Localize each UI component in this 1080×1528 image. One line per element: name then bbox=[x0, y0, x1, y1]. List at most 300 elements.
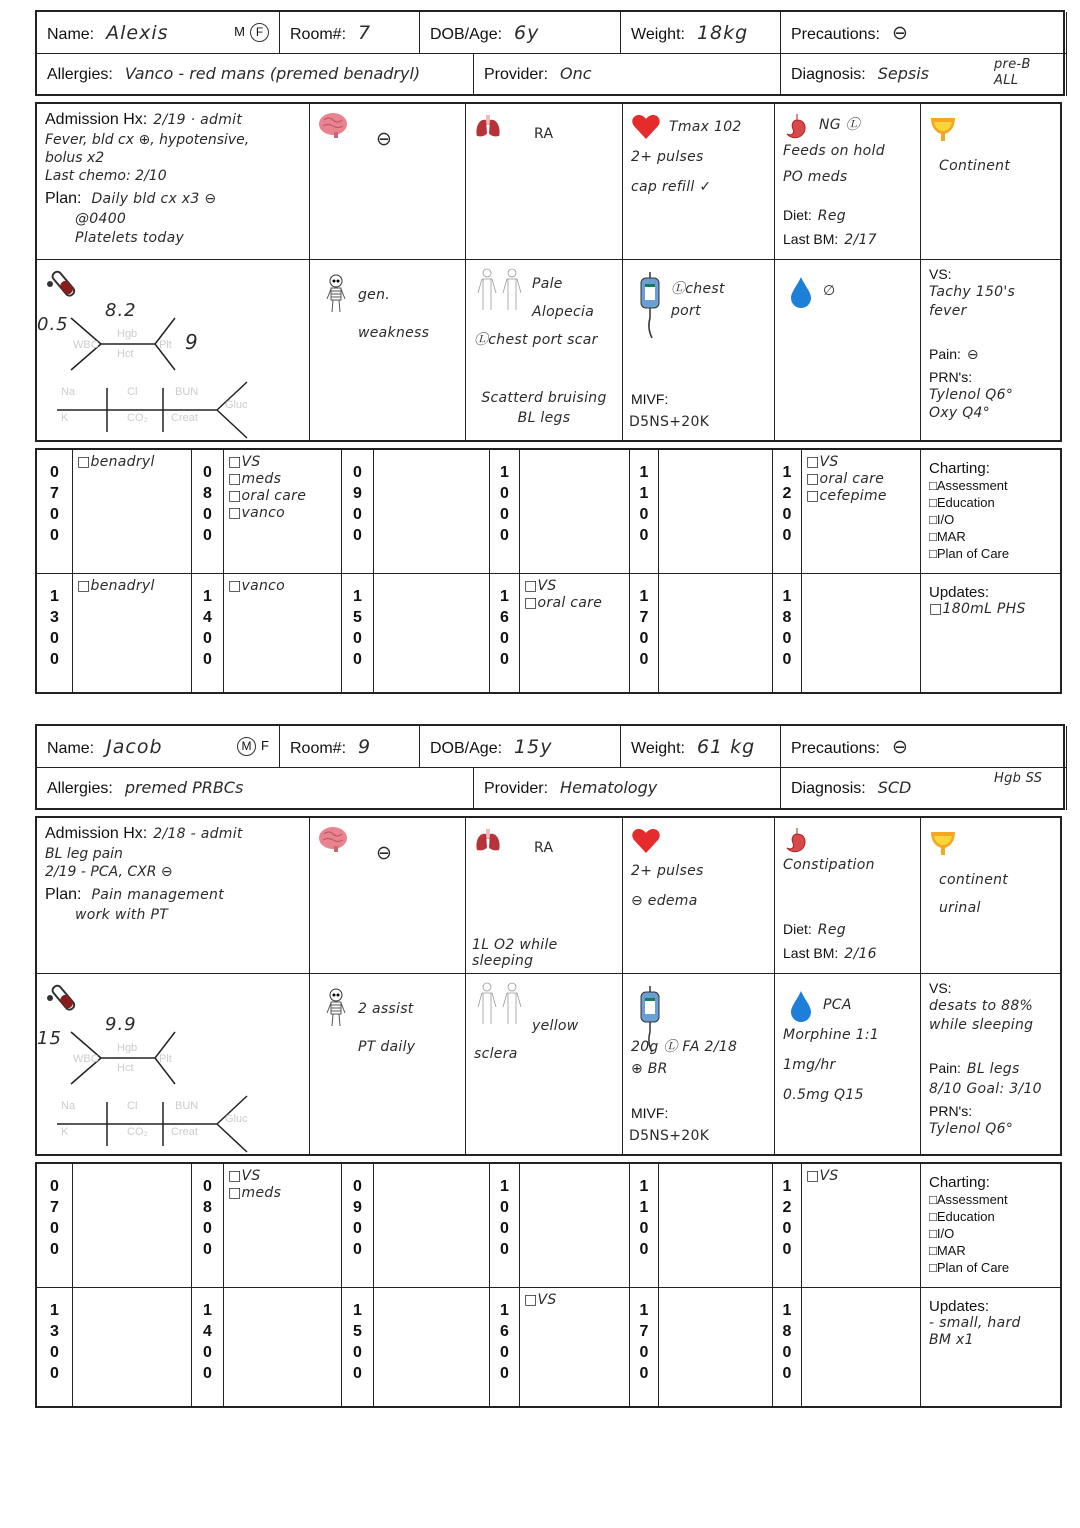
time-digit: 1 bbox=[782, 1178, 792, 1195]
task-checkbox[interactable]: □VS bbox=[524, 578, 557, 594]
patient-header bbox=[35, 724, 1065, 810]
charting-item[interactable]: □Assessment bbox=[929, 1192, 1008, 1207]
pain-value: BL legs 8/10 Goal: 3/10 bbox=[929, 1061, 1042, 1097]
time-digit: 0 bbox=[500, 506, 509, 523]
icon-spacer bbox=[783, 990, 823, 1018]
icon-spacer bbox=[324, 990, 358, 1034]
admission-hx-notes bbox=[45, 131, 301, 185]
time-digit: 1 bbox=[782, 464, 792, 481]
time-slot bbox=[342, 574, 374, 694]
task-checkbox[interactable]: □oral care bbox=[806, 471, 885, 487]
time-digit: 7 bbox=[50, 485, 59, 502]
time-digit: 0 bbox=[500, 1241, 509, 1258]
updates-notes-line: BM x1 bbox=[929, 1332, 974, 1348]
task-checkbox[interactable]: □meds bbox=[228, 471, 282, 487]
provider-label: Provider: bbox=[484, 66, 549, 83]
hour-notes[interactable] bbox=[520, 574, 630, 694]
precautions-label: Precautions: bbox=[791, 26, 880, 43]
time-digit: 1 bbox=[203, 1302, 212, 1319]
diet-value: Reg bbox=[817, 208, 846, 224]
plan-notes bbox=[45, 906, 301, 925]
patient-card bbox=[35, 10, 1065, 700]
time-digit: 1 bbox=[639, 485, 649, 502]
header-field-diagnosis bbox=[781, 768, 1067, 810]
hour-notes[interactable] bbox=[520, 1164, 630, 1288]
hour-notes[interactable] bbox=[659, 574, 773, 694]
time-digit: 0 bbox=[500, 1220, 509, 1237]
name-label: Name: bbox=[47, 740, 95, 757]
pain-value: ⊖ bbox=[966, 347, 979, 363]
admission-hx bbox=[45, 824, 301, 845]
task-checkbox[interactable]: □VS bbox=[228, 1168, 261, 1184]
time-digit: 7 bbox=[639, 609, 649, 626]
header-field-weight bbox=[621, 726, 781, 768]
charting-item[interactable]: □MAR bbox=[929, 529, 966, 544]
lab-label-wbc: WBC bbox=[73, 1053, 99, 1065]
time-digit: 0 bbox=[500, 485, 509, 502]
gi-notes-line: Constipation bbox=[783, 857, 875, 873]
lab-label-bun: BUN bbox=[175, 1100, 199, 1112]
time-digit: 0 bbox=[203, 1365, 212, 1382]
diet-label: Diet: bbox=[783, 207, 812, 223]
time-digit: 0 bbox=[50, 1220, 59, 1237]
time-digit: 0 bbox=[50, 630, 59, 647]
provider-value: Onc bbox=[560, 64, 592, 83]
time-digit: 0 bbox=[203, 1220, 212, 1237]
admission-hx-notes-line: bolus x2 bbox=[45, 150, 105, 166]
icon-spacer bbox=[631, 826, 669, 852]
pain bbox=[929, 1059, 1054, 1099]
name-value: Alexis bbox=[106, 22, 169, 44]
time-digit: 0 bbox=[353, 651, 362, 668]
time-digit: 0 bbox=[50, 1344, 59, 1361]
assessment-grid bbox=[35, 102, 1062, 442]
time-digit: 0 bbox=[353, 506, 362, 523]
cardio-cell bbox=[623, 104, 775, 260]
time-digit: 0 bbox=[782, 1220, 792, 1237]
skin-notes bbox=[474, 984, 616, 1068]
bladder-icon bbox=[929, 826, 957, 861]
room-value: 7 bbox=[358, 22, 372, 44]
time-digit: 0 bbox=[782, 1365, 792, 1382]
task-checkbox[interactable]: □VS bbox=[524, 1292, 557, 1308]
dob-value: 15y bbox=[514, 736, 553, 758]
charting-item[interactable]: □Plan of Care bbox=[929, 1260, 1010, 1275]
hour-notes[interactable] bbox=[224, 450, 342, 574]
hour-notes[interactable] bbox=[374, 1288, 490, 1408]
hour-notes[interactable] bbox=[802, 1164, 921, 1288]
time-slot bbox=[773, 450, 802, 574]
gi-notes-line: PO meds bbox=[783, 169, 848, 185]
plan bbox=[45, 189, 301, 210]
vs-label: VS: bbox=[929, 266, 952, 282]
time-digit: 1 bbox=[203, 588, 212, 605]
header-field-diagnosis bbox=[781, 54, 1067, 96]
time-slot bbox=[630, 574, 659, 694]
task-checkbox[interactable]: □vanco bbox=[228, 505, 286, 521]
admission-hx-date: 2/19 · admit bbox=[153, 112, 243, 128]
task-checkbox[interactable]: □meds bbox=[228, 1185, 282, 1201]
plan-label: Plan: bbox=[45, 190, 82, 207]
cardio-notes-line: ⊖ edema bbox=[631, 893, 698, 909]
time-digit: 7 bbox=[639, 1323, 649, 1340]
admission-hx-cell bbox=[37, 104, 310, 260]
sex-option-m[interactable]: M bbox=[234, 24, 245, 39]
charting-item[interactable]: □Plan of Care bbox=[929, 546, 1010, 561]
admission-hx-notes-line: 2/19 - PCA, CXR ⊖ bbox=[45, 864, 173, 880]
skin-notes bbox=[474, 270, 616, 354]
header-field-weight bbox=[621, 12, 781, 54]
vitals-cell bbox=[921, 260, 1062, 442]
header-field-dob bbox=[420, 12, 621, 54]
neuro-cell bbox=[310, 818, 466, 974]
time-digit: 0 bbox=[203, 1241, 212, 1258]
time-digit: 8 bbox=[203, 1199, 212, 1216]
sex-option-f[interactable]: F bbox=[261, 738, 269, 753]
hour-notes[interactable] bbox=[802, 450, 921, 574]
header-field-provider bbox=[474, 54, 781, 96]
hourly-timeline bbox=[35, 1162, 1062, 1408]
time-slot bbox=[342, 1288, 374, 1408]
charting-label: Charting: bbox=[929, 460, 990, 477]
task-checkbox[interactable]: □VS bbox=[806, 454, 839, 470]
hour-notes[interactable] bbox=[224, 1288, 342, 1408]
time-digit: 8 bbox=[782, 609, 792, 626]
resp-value: RA bbox=[534, 126, 554, 142]
time-digit: 4 bbox=[203, 609, 212, 626]
task-checkbox[interactable]: □benadryl bbox=[77, 454, 155, 470]
time-digit: 0 bbox=[500, 1344, 509, 1361]
time-digit: 1 bbox=[639, 464, 649, 481]
time-slot bbox=[192, 1164, 224, 1288]
time-digit: 0 bbox=[500, 527, 509, 544]
lab-label-k: K bbox=[61, 1126, 69, 1138]
iv-cell bbox=[623, 974, 775, 1156]
time-digit: 0 bbox=[50, 1365, 59, 1382]
time-digit: 0 bbox=[639, 1365, 649, 1382]
time-digit: 0 bbox=[50, 527, 59, 544]
diet bbox=[783, 206, 846, 227]
time-slot bbox=[490, 450, 520, 574]
time-digit: 0 bbox=[50, 464, 59, 481]
header-field-allergies bbox=[37, 54, 474, 96]
last-bm-label: Last BM: bbox=[783, 945, 839, 961]
skin-note bbox=[474, 388, 614, 428]
allergies-label: Allergies: bbox=[47, 66, 113, 83]
vitals-cell bbox=[921, 974, 1062, 1156]
lab-label-hct: Hct bbox=[117, 348, 134, 360]
lab-fishbone bbox=[51, 310, 261, 445]
pain-label: Pain: bbox=[929, 346, 961, 362]
patient-card bbox=[35, 724, 1065, 1414]
hour-notes[interactable] bbox=[224, 1164, 342, 1288]
icon-spacer bbox=[631, 992, 671, 1032]
charting-item[interactable]: □Education bbox=[929, 495, 995, 510]
updates-notes bbox=[929, 1315, 1054, 1349]
plan-label: Plan: bbox=[45, 886, 82, 903]
lab-wbc: 15 bbox=[37, 1028, 62, 1049]
diagnosis-note: pre-B ALL bbox=[994, 57, 1031, 88]
cardio-notes-line: 2+ pulses bbox=[631, 863, 704, 879]
hour-notes[interactable] bbox=[520, 450, 630, 574]
time-digit: 0 bbox=[50, 1178, 59, 1195]
sex-selector[interactable] bbox=[229, 23, 269, 42]
plan-notes-line: work with PT bbox=[75, 907, 169, 923]
header-field-precautions bbox=[781, 12, 1067, 54]
diagnosis-value: SCD bbox=[877, 778, 912, 797]
time-digit: 0 bbox=[639, 506, 649, 523]
pain-med-notes bbox=[783, 276, 914, 306]
time-digit: 5 bbox=[353, 1323, 362, 1340]
gu-notes-line: continent bbox=[939, 872, 1009, 888]
hourly-timeline bbox=[35, 448, 1062, 694]
mivf-label: MIVF: bbox=[631, 1105, 669, 1121]
neuro-cell bbox=[310, 104, 466, 260]
admission-hx-notes-line: Fever, bld cx ⊕, hypotensive, bbox=[45, 132, 250, 148]
time-digit: 9 bbox=[353, 1199, 362, 1216]
hour-notes[interactable] bbox=[73, 574, 192, 694]
icon-spacer bbox=[474, 984, 532, 1034]
time-digit: 1 bbox=[500, 464, 509, 481]
plan-notes bbox=[45, 210, 301, 248]
time-digit: 0 bbox=[782, 527, 792, 544]
hour-notes[interactable] bbox=[73, 1288, 192, 1408]
hour-notes[interactable] bbox=[73, 1164, 192, 1288]
admission-hx-label: Admission Hx: bbox=[45, 111, 148, 128]
last-bm-value: 2/16 bbox=[844, 946, 877, 962]
hour-notes[interactable] bbox=[659, 1164, 773, 1288]
cardio-notes bbox=[631, 112, 768, 202]
time-digit: 4 bbox=[203, 1323, 212, 1340]
cardio-notes-line: cap refill ✓ bbox=[631, 179, 712, 195]
skin-notes-line: yellow sclera bbox=[474, 1018, 579, 1062]
time-digit: 0 bbox=[639, 1220, 649, 1237]
time-digit: 0 bbox=[203, 1344, 212, 1361]
gi-notes bbox=[783, 112, 914, 190]
neuro-value: ⊖ bbox=[376, 842, 393, 864]
time-digit: 3 bbox=[50, 609, 59, 626]
skin-note-line: BL legs bbox=[517, 410, 571, 426]
respiratory-cell bbox=[466, 818, 623, 974]
hour-notes[interactable] bbox=[374, 450, 490, 574]
time-slot bbox=[192, 574, 224, 694]
name-value: Jacob bbox=[106, 736, 163, 758]
time-digit: 0 bbox=[782, 651, 792, 668]
time-digit: 0 bbox=[782, 506, 792, 523]
iv-access bbox=[631, 278, 768, 322]
pain bbox=[929, 345, 1054, 365]
header-field-allergies bbox=[37, 768, 474, 810]
allergies-value: Vanco - red mans (premed benadryl) bbox=[124, 64, 421, 83]
hour-notes[interactable] bbox=[73, 450, 192, 574]
diet-value: Reg bbox=[817, 922, 846, 938]
time-digit: 0 bbox=[639, 1344, 649, 1361]
iv-access bbox=[631, 992, 768, 1080]
time-digit: 8 bbox=[203, 485, 212, 502]
header-field-room bbox=[280, 726, 420, 768]
task-checkbox[interactable]: □benadryl bbox=[77, 578, 155, 594]
time-slot bbox=[630, 1288, 659, 1408]
admission-hx bbox=[45, 110, 301, 131]
lab-label-co2: CO₂ bbox=[127, 1126, 148, 1138]
dob-label: DOB/Age: bbox=[430, 26, 503, 43]
prn-list bbox=[929, 1120, 1054, 1138]
admission-hx-cell bbox=[37, 818, 310, 974]
hour-notes[interactable] bbox=[520, 1288, 630, 1408]
time-digit: 0 bbox=[353, 527, 362, 544]
time-digit: 1 bbox=[782, 588, 792, 605]
time-digit: 0 bbox=[203, 506, 212, 523]
admission-hx-notes bbox=[45, 845, 301, 881]
time-digit: 0 bbox=[353, 1365, 362, 1382]
time-digit: 6 bbox=[500, 609, 509, 626]
time-digit: 0 bbox=[203, 651, 212, 668]
sex-option-f[interactable]: F bbox=[250, 23, 269, 42]
lab-label-co2: CO₂ bbox=[127, 412, 148, 424]
lab-label-bun: BUN bbox=[175, 386, 199, 398]
header-field-dob bbox=[420, 726, 621, 768]
prn-label: PRN's: bbox=[929, 369, 973, 385]
lab-label-glu: Gluc bbox=[225, 1113, 248, 1125]
time-digit: 0 bbox=[203, 630, 212, 647]
task-checkbox[interactable]: □oral care bbox=[524, 595, 603, 611]
resp-note: 1L O2 while sleeping bbox=[472, 937, 558, 969]
time-digit: 0 bbox=[203, 1178, 212, 1195]
time-digit: 2 bbox=[782, 485, 792, 502]
admission-hx-date: 2/18 - admit bbox=[153, 826, 243, 842]
room-label: Room#: bbox=[290, 26, 347, 43]
time-slot bbox=[773, 1288, 802, 1408]
time-slot bbox=[37, 450, 73, 574]
room-value: 9 bbox=[358, 736, 372, 758]
charting-item[interactable]: □I/O bbox=[929, 1226, 955, 1241]
prn-list-line: Tylenol Q6° bbox=[929, 1121, 1014, 1137]
hour-notes[interactable] bbox=[659, 450, 773, 574]
iv-access-line: port bbox=[671, 303, 701, 319]
icon-spacer bbox=[783, 112, 819, 136]
charting-item[interactable]: □Assessment bbox=[929, 478, 1008, 493]
charting-item[interactable]: □I/O bbox=[929, 512, 955, 527]
last-bm bbox=[783, 230, 877, 251]
hour-notes[interactable] bbox=[374, 1164, 490, 1288]
hour-notes[interactable] bbox=[224, 574, 342, 694]
precautions-label: Precautions: bbox=[791, 740, 880, 757]
time-digit: 1 bbox=[639, 1199, 649, 1216]
diet-label: Diet: bbox=[783, 921, 812, 937]
header-field-provider bbox=[474, 768, 781, 810]
sex-selector[interactable] bbox=[232, 737, 269, 756]
icon-spacer bbox=[783, 826, 819, 850]
allergies-value: premed PRBCs bbox=[124, 778, 244, 797]
sex-option-m[interactable]: M bbox=[237, 737, 256, 756]
time-digit: 0 bbox=[353, 1344, 362, 1361]
task-checkbox[interactable]: □VS bbox=[806, 1168, 839, 1184]
plan-value: Pain management bbox=[91, 887, 224, 903]
time-digit: 1 bbox=[353, 1302, 362, 1319]
charting-item[interactable]: □MAR bbox=[929, 1243, 966, 1258]
task-checkbox[interactable]: □oral care bbox=[228, 488, 307, 504]
gu-cell bbox=[921, 818, 1062, 974]
updates-notes-line: □180mL PHS bbox=[929, 601, 1026, 617]
charting-item[interactable]: □Education bbox=[929, 1209, 995, 1224]
musculo-notes-line: PT daily bbox=[358, 1039, 416, 1055]
brain-icon bbox=[318, 826, 348, 857]
patient-header bbox=[35, 10, 1065, 96]
task-checkbox[interactable]: □vanco bbox=[228, 578, 286, 594]
test-tube-icon bbox=[45, 982, 77, 1019]
precautions-value: ⊖ bbox=[891, 736, 909, 758]
time-digit: 3 bbox=[50, 1323, 59, 1340]
time-digit: 1 bbox=[639, 1178, 649, 1195]
lungs-icon bbox=[474, 112, 502, 143]
lab-label-plt: Plt bbox=[159, 1053, 172, 1065]
brain-icon bbox=[318, 112, 348, 143]
hour-notes[interactable] bbox=[802, 1288, 921, 1408]
header-field-name bbox=[37, 12, 280, 54]
pain-med-cell bbox=[775, 260, 921, 442]
gu-notes-line: Continent bbox=[939, 158, 1011, 174]
time-slot bbox=[490, 574, 520, 694]
plan bbox=[45, 885, 301, 906]
time-digit: 1 bbox=[50, 588, 59, 605]
weight-label: Weight: bbox=[631, 740, 685, 757]
time-digit: 1 bbox=[782, 1302, 792, 1319]
plan-value: Daily bld cx x3 ⊖ bbox=[91, 191, 217, 207]
lungs-icon bbox=[474, 826, 502, 857]
time-slot bbox=[37, 1288, 73, 1408]
gu-notes bbox=[939, 152, 1010, 180]
time-digit: 0 bbox=[782, 1344, 792, 1361]
time-digit: 0 bbox=[203, 527, 212, 544]
iv-access-line: ⊕ BR bbox=[631, 1061, 668, 1077]
time-digit: 1 bbox=[353, 588, 362, 605]
diet bbox=[783, 920, 846, 941]
charting-label: Charting: bbox=[929, 1174, 990, 1191]
task-checkbox[interactable]: □cefepime bbox=[806, 488, 887, 504]
time-digit: 1 bbox=[500, 588, 509, 605]
time-digit: 0 bbox=[500, 1365, 509, 1382]
lab-label-hgb: Hgb bbox=[117, 328, 138, 340]
hour-notes[interactable] bbox=[802, 574, 921, 694]
labs-cell bbox=[37, 260, 310, 442]
admission-hx-label: Admission Hx: bbox=[45, 825, 148, 842]
pain-med-notes-line: 1mg/hr bbox=[783, 1057, 836, 1073]
lab-label-cl: Cl bbox=[127, 1100, 138, 1112]
hour-notes[interactable] bbox=[374, 574, 490, 694]
time-digit: 7 bbox=[50, 1199, 59, 1216]
charting-box bbox=[921, 450, 1062, 574]
time-slot bbox=[630, 450, 659, 574]
time-slot bbox=[192, 1288, 224, 1408]
lab-label-na: Na bbox=[61, 386, 76, 398]
weight-label: Weight: bbox=[631, 26, 685, 43]
time-digit: 0 bbox=[353, 1220, 362, 1237]
cardio-notes bbox=[631, 826, 768, 916]
time-digit: 0 bbox=[203, 464, 212, 481]
weight-value: 18kg bbox=[696, 22, 749, 44]
time-slot bbox=[490, 1288, 520, 1408]
diagnosis-note: Hgb SS bbox=[994, 771, 1043, 786]
skin-cell bbox=[466, 974, 623, 1156]
task-checkbox[interactable]: □VS bbox=[228, 454, 261, 470]
vs-value: desats to 88% while sleeping bbox=[929, 998, 1034, 1033]
prn-list-line: Tylenol Q6° bbox=[929, 387, 1014, 403]
skin-notes-line: Ⓛchest port scar bbox=[474, 332, 598, 348]
time-digit: 0 bbox=[50, 1241, 59, 1258]
hour-notes[interactable] bbox=[659, 1288, 773, 1408]
assessment-grid bbox=[35, 816, 1062, 1156]
skin-note-line: Scatterd bruising bbox=[481, 390, 607, 406]
